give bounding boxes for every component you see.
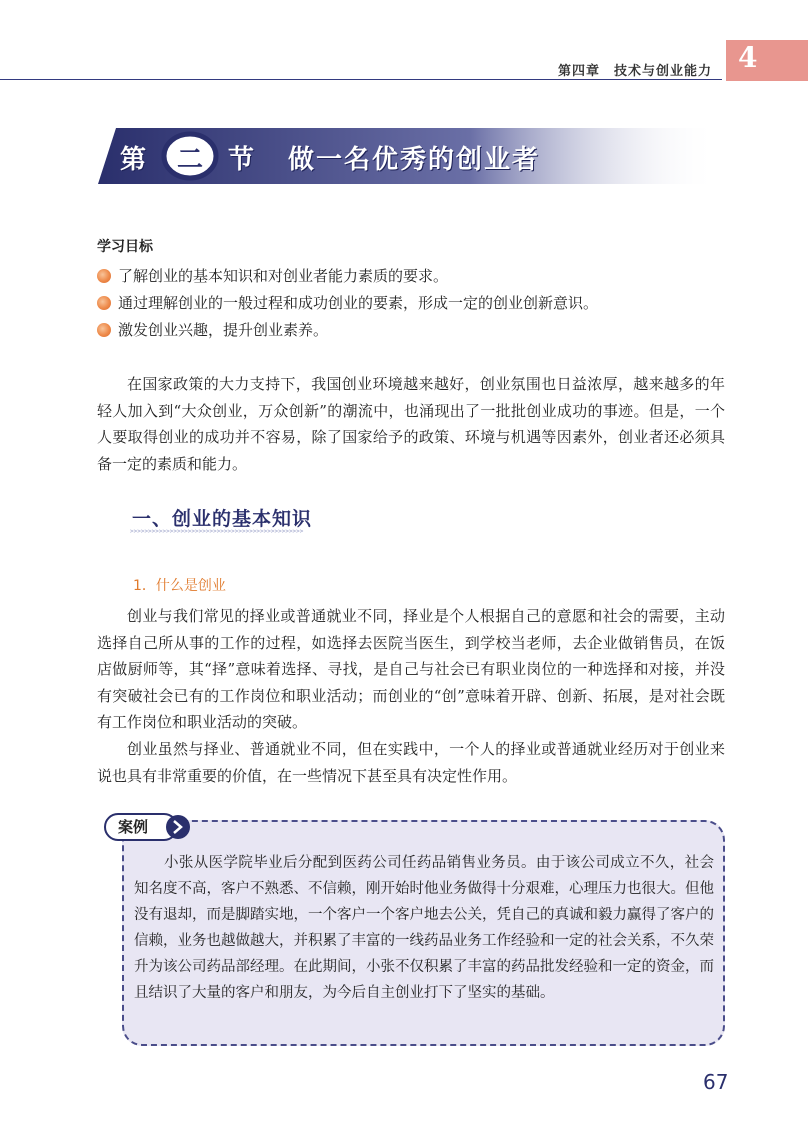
chapter-title: 第四章 技术与创业能力: [557, 64, 712, 79]
objective-item: [97, 289, 598, 316]
objective-text: 了解创业的基本知识和对创业者能力素质的要求。: [118, 267, 449, 285]
page-number: 67: [703, 1070, 729, 1094]
section1-divider: >>>>>>>>>>>>>>>>>>>>>>>>>>>>>>>>>>>>>>>>>>>>>>>>: [130, 528, 304, 535]
bullet-icon: [97, 323, 111, 337]
bullet-icon: [97, 296, 111, 310]
header-rule: [0, 79, 722, 80]
case-label: 案例: [118, 818, 149, 836]
subsection-title: 1．什么是创业: [133, 578, 226, 594]
objectives-list: [97, 262, 598, 343]
objective-text: 激发创业兴趣，提升创业素养。: [118, 321, 329, 339]
objective-text: 通过理解创业的一般过程和成功创业的要素，形成一定的创业创新意识。: [118, 294, 599, 312]
section-title: 做一名优秀的创业者: [288, 145, 541, 175]
case-text: 小张从医学院毕业后分配到医药公司任药品销售业务员。由于该公司成立不久，社会知名度不高，客户不熟悉、不信赖，刚开始时他业务做得十分艰难，心理压力也很大。但他没有退却，而是脚踏实地，一个客户一个客户地去公关，凭自己的真诚和毅力赢得了客户的信赖，业务也越做越大，并积累了丰富的一线药品业务工作经验和一定的社会关系，不久荣升为该公司药品部经理。在此期间，小张不仅积累了丰富的药品批发经验和一定的资金，而且结识了大量的客户和朋友，为今后自主创业打下了坚实的基础。: [134, 855, 714, 1001]
section1-paragraph1: 创业与我们常见的择业或普通就业不同，择业是个人根据自己的意愿和社会的需要，主动选择自己所从事的工作的过程，如选择去医院当医生，到学校当老师，去企业做销售员，在饭店做厨师等，其“择”意味着选择、寻找，是自己与社会已有职业岗位的一种选择和对接，并没有突破社会已有的工作岗位和职业活动；而创业的“创”意味着开辟、创新、拓展，是对社会既有工作岗位和职业活动的突破。: [97, 607, 725, 731]
objective-item: [97, 316, 598, 343]
section-number: 二: [177, 145, 206, 175]
section-suffix: 节: [228, 145, 257, 175]
page-header: [0, 0, 808, 82]
objectives-heading: 学习目标: [97, 239, 153, 255]
case-arrow-circle: [166, 815, 190, 839]
objective-item: [97, 262, 598, 289]
section-prefix: 第: [120, 145, 149, 175]
chapter-number: 4: [738, 41, 758, 74]
section1-paragraph2: 创业虽然与择业、普通就业不同，但在实践中，一个人的择业或普通就业经历对于创业来说也具有非常重要的价值，在一些情况下甚至具有决定性作用。: [97, 740, 725, 785]
intro-paragraph: 在国家政策的大力支持下，我国创业环境越来越好，创业氛围也日益浓厚，越来越多的年轻人加入到“大众创业，万众创新”的潮流中，也涌现出了一批批创业成功的事迹。但是，一个人要取得创业的成功并不容易，除了国家给予的政策、环境与机遇等因素外，创业者还必须具备一定的素质和能力。: [97, 375, 725, 473]
bullet-icon: [97, 269, 111, 283]
section1-title: 一、创业的基本知识: [132, 508, 313, 530]
